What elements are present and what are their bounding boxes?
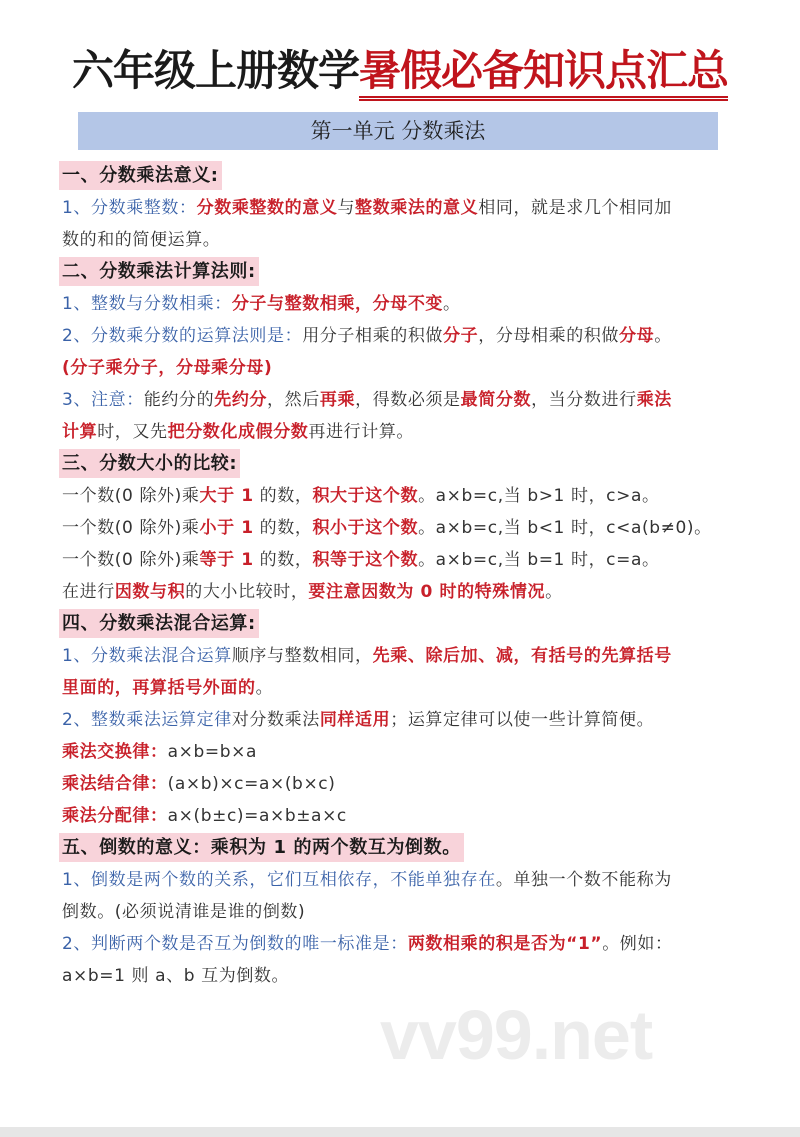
section-heading-line [62,448,742,480]
section-heading-line [62,256,742,288]
highlight-text: 先约分 [214,390,268,410]
text-segment: 。 [654,326,672,346]
section-heading [59,449,240,478]
text-segment: 用分子相乘的积做 [302,326,444,346]
text-segment: 。 [545,582,563,602]
text-line [62,544,742,576]
text-segment: ，当分数进行 [531,390,637,410]
text-segment: 四、分数乘法混合运算: [62,613,256,634]
point-label: 2、分数乘分数的运算法则是： [62,326,303,346]
highlight-text: 整数乘法的意义 [355,198,479,218]
text-segment: a×(b±c)=a×b±a×c [167,806,347,826]
text-line [62,352,742,384]
highlight-text: 把分数化成假分数 [167,422,309,442]
text-line [62,416,742,448]
text-segment: 。 [255,678,274,698]
text-segment: 。例如： [602,934,673,954]
text-segment: 的数， [253,550,313,570]
text-line [62,800,742,832]
text-segment: 再进行计算。 [308,422,415,442]
section-heading-line [62,832,742,864]
highlight-text: 先乘、除后加、减，有括号的先算括号 [372,646,672,666]
highlight-text: 积等于这个数 [312,550,419,570]
section-heading-line [62,160,742,192]
highlight-text: 因数与积 [114,582,186,602]
point-label: 1、整数与分数相乘： [62,294,232,314]
text-line [62,192,742,224]
section-heading [59,161,222,190]
point-label: 1、分数乘法混合运算 [62,646,232,666]
text-segment: 数的和的简便运算。 [62,230,221,250]
highlight-text: 乘法交换律： [62,742,168,762]
point-label: 3、注意： [62,390,144,410]
highlight-text: 小于 1 [199,518,254,538]
text-line [62,576,742,608]
section-heading [59,257,259,286]
text-segment: ，得数必须是 [355,390,461,410]
text-line [62,480,742,512]
highlight-text: 分数乘整数的意义 [196,198,338,218]
text-segment: (a×b)×c=a×(b×c) [167,774,336,794]
text-segment: 。a×b=c,当 b<1 时，c<a(b≠0)。 [418,518,712,538]
section-heading-line [62,608,742,640]
highlight-text: 两数相乘的积是否为“1” [407,934,603,954]
highlight-text: 要注意因数为 0 时的特殊情况 [308,582,546,602]
highlight-text: 乘法 [636,390,672,410]
text-segment: 。a×b=c,当 b>1 时，c>a。 [418,486,660,506]
text-line [62,320,742,352]
text-segment: 的数， [253,518,313,538]
text-segment: 相同，就是求几个相同加 [478,198,672,218]
unit-banner: 第一单元 分数乘法 [78,112,718,150]
page-bottom-edge [0,1127,800,1137]
point-label: 2、判断两个数是否互为倒数的唯一标准是： [62,934,408,954]
title-black: 六年级上册数学 [71,46,359,95]
highlight-text: 乘法分配律： [62,806,168,826]
text-line [62,672,742,704]
text-segment: 。单独一个数不能称为 [495,870,672,890]
text-segment: 一个数(0 除外)乘 [62,518,200,538]
text-segment: 三、分数大小的比较: [62,453,238,474]
document-title [0,38,800,98]
highlight-text: 乘法结合律： [62,774,168,794]
text-line [62,288,742,320]
text-line [62,224,742,256]
text-segment: 的大小比较时， [185,582,309,602]
text-segment: 一个数(0 除外)乘 [62,486,200,506]
text-line [62,736,742,768]
highlight-text: 积小于这个数 [312,518,419,538]
point-label: 1、倒数是两个数的关系，它们互相依存，不能单独存在 [62,870,496,890]
highlight-text: 再乘 [319,390,356,410]
text-line [62,640,742,672]
document-body [62,160,742,992]
section-heading [59,609,259,638]
text-line [62,704,742,736]
text-line [62,928,742,960]
section-heading [59,833,464,862]
text-line [62,864,742,896]
text-line [62,960,742,992]
highlight-text: (分子乘分子，分母乘分母) [62,358,273,378]
text-line [62,768,742,800]
text-segment: 。a×b=c,当 b=1 时，c=a。 [418,550,660,570]
highlight-text: 同样适用 [319,710,391,730]
text-line [62,512,742,544]
highlight-text: 最简分数 [460,390,532,410]
text-segment: 。 [443,294,461,314]
watermark: vv99.net [380,996,653,1074]
title-red: 暑假必备知识点汇总 [359,46,728,101]
highlight-text: 分子 [443,326,479,346]
text-segment: a×b=b×a [167,742,257,762]
text-segment: 顺序与整数相同， [231,646,373,666]
text-segment: 五、倒数的意义：乘积为 1 的两个数互为倒数。 [62,837,461,858]
highlight-text: 分母 [619,326,655,346]
text-segment: 对分数乘法 [231,710,320,730]
highlight-text: 里面的，再算括号外面的 [62,678,256,698]
text-segment: 与 [337,198,356,218]
text-segment: 倒数。(必须说清谁是谁的倒数) [62,902,306,922]
text-segment: 能约分的 [143,390,215,410]
highlight-text: 大于 1 [199,486,254,506]
text-segment: ，然后 [267,390,320,410]
text-segment: a×b=1 则 a、b 互为倒数。 [62,966,290,986]
text-segment: 二、分数乘法计算法则: [62,261,256,282]
text-segment: 一个数(0 除外)乘 [62,550,200,570]
text-line [62,896,742,928]
point-label: 1、分数乘整数： [62,198,197,218]
text-segment: 一、分数乘法意义: [62,165,219,186]
text-segment: 时，又先 [97,422,168,442]
highlight-text: 积大于这个数 [312,486,419,506]
text-segment: 在进行 [62,582,115,602]
text-segment: ，分母相乘的积做 [478,326,620,346]
text-segment: ；运算定律可以使一些计算简便。 [390,710,655,730]
text-line [62,384,742,416]
highlight-text: 等于 1 [199,550,254,570]
highlight-text: 分子与整数相乘，分母不变 [231,294,444,314]
text-segment: 的数， [253,486,313,506]
highlight-text: 计算 [62,422,98,442]
point-label: 2、整数乘法运算定律 [62,710,232,730]
